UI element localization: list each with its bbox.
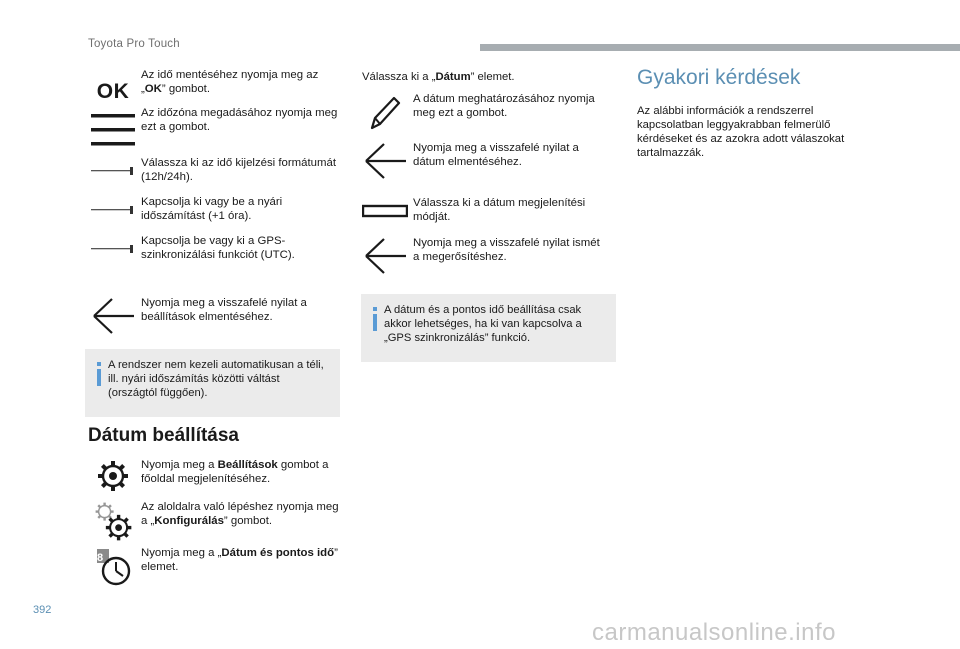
- mid-item-back-2: [357, 236, 608, 276]
- info-icon: [97, 362, 101, 386]
- left-item-text: Válassza ki az idő kijelzési formátumát (12h/24h).: [141, 157, 336, 183]
- pencil-icon[interactable]: [357, 92, 413, 134]
- step-badge: 8: [97, 552, 104, 564]
- mid-item-format: [357, 196, 608, 226]
- date-item-settings: [85, 458, 346, 494]
- back-arrow-icon[interactable]: [357, 141, 413, 181]
- date-item-configure: [85, 500, 346, 542]
- back-arrow-icon[interactable]: [85, 296, 141, 336]
- info-note-text: A dátum és a pontos idő beállítása csak akkor lehetséges, ha ki van kapcsolva a „GPS szinkronizálás” funkció.: [384, 304, 582, 344]
- mid-item-back-1: [357, 141, 608, 181]
- header-bar: [480, 44, 960, 51]
- date-item-text: Nyomja meg a „Dátum és pontos idő” elemet.: [141, 547, 338, 573]
- slider-icon[interactable]: [85, 195, 141, 225]
- date-intro: Válassza ki a „Dátum” elemet.: [362, 71, 515, 83]
- format-bar-icon[interactable]: [357, 196, 413, 226]
- watermark: carmanualsonline.info: [592, 619, 836, 646]
- date-item-text: Az aloldalra való lépéshez nyomja meg a „Konfigurálás” gombot.: [141, 501, 339, 527]
- left-item-back: [85, 296, 346, 336]
- menu-icon[interactable]: [85, 106, 141, 154]
- mid-item-text: Nyomja meg a visszafelé nyilat ismét a megerősítéshez.: [413, 237, 600, 263]
- info-note: [85, 349, 340, 417]
- mid-item-pencil: [357, 92, 608, 134]
- left-item-text: Kapcsolja ki vagy be a nyári időszámítást (+1 óra).: [141, 196, 283, 222]
- info-icon: [373, 307, 377, 331]
- info-note-text: A rendszer nem kezeli automatikusan a téli, ill. nyári időszámítás közötti váltást (országtól függően).: [108, 359, 324, 399]
- left-item-text: Az idő mentéséhez nyomja meg az „OK” gombot.: [141, 69, 319, 95]
- left-item-format: [85, 156, 346, 186]
- date-item-datetime: [85, 546, 346, 588]
- double-gear-icon[interactable]: [85, 500, 141, 542]
- back-arrow-icon[interactable]: [357, 236, 413, 276]
- header-title: Toyota Pro Touch: [88, 38, 180, 50]
- gear-icon[interactable]: [85, 458, 141, 494]
- slider-icon[interactable]: [85, 156, 141, 186]
- left-item-text: Kapcsolja be vagy ki a GPS-szinkronizálási funkciót (UTC).: [141, 235, 295, 261]
- clock-icon[interactable]: [85, 546, 141, 588]
- left-item-gps: [85, 234, 346, 264]
- left-item-text: Az időzóna megadásához nyomja meg ezt a gombot.: [141, 107, 338, 133]
- date-item-text: Nyomja meg a Beállítások gombot a főoldal megjelenítéséhez.: [141, 459, 329, 485]
- faq-heading: Gyakori kérdések: [637, 66, 801, 89]
- ok-icon[interactable]: OK: [96, 80, 130, 103]
- page-number: 392: [33, 604, 52, 616]
- mid-item-text: Nyomja meg a visszafelé nyilat a dátum elmentéséhez.: [413, 142, 579, 168]
- left-item-text: Nyomja meg a visszafelé nyilat a beállítások elmentéséhez.: [141, 297, 307, 323]
- left-item-dst: [85, 195, 346, 225]
- left-item-timezone: [85, 106, 346, 154]
- mid-item-text: Válassza ki a dátum megjelenítési módját.: [413, 197, 586, 223]
- section-heading-date: Dátum beállítása: [88, 425, 239, 446]
- slider-icon[interactable]: [85, 234, 141, 264]
- mid-item-text: A dátum meghatározásához nyomja meg ezt a gombot.: [413, 93, 595, 119]
- faq-text: Az alábbi információk a rendszerrel kapcsolatban leggyakrabban felmerülő kérdéseket és az azokra adott válaszokat tartalmazzák.: [637, 105, 845, 159]
- info-note: [361, 294, 616, 362]
